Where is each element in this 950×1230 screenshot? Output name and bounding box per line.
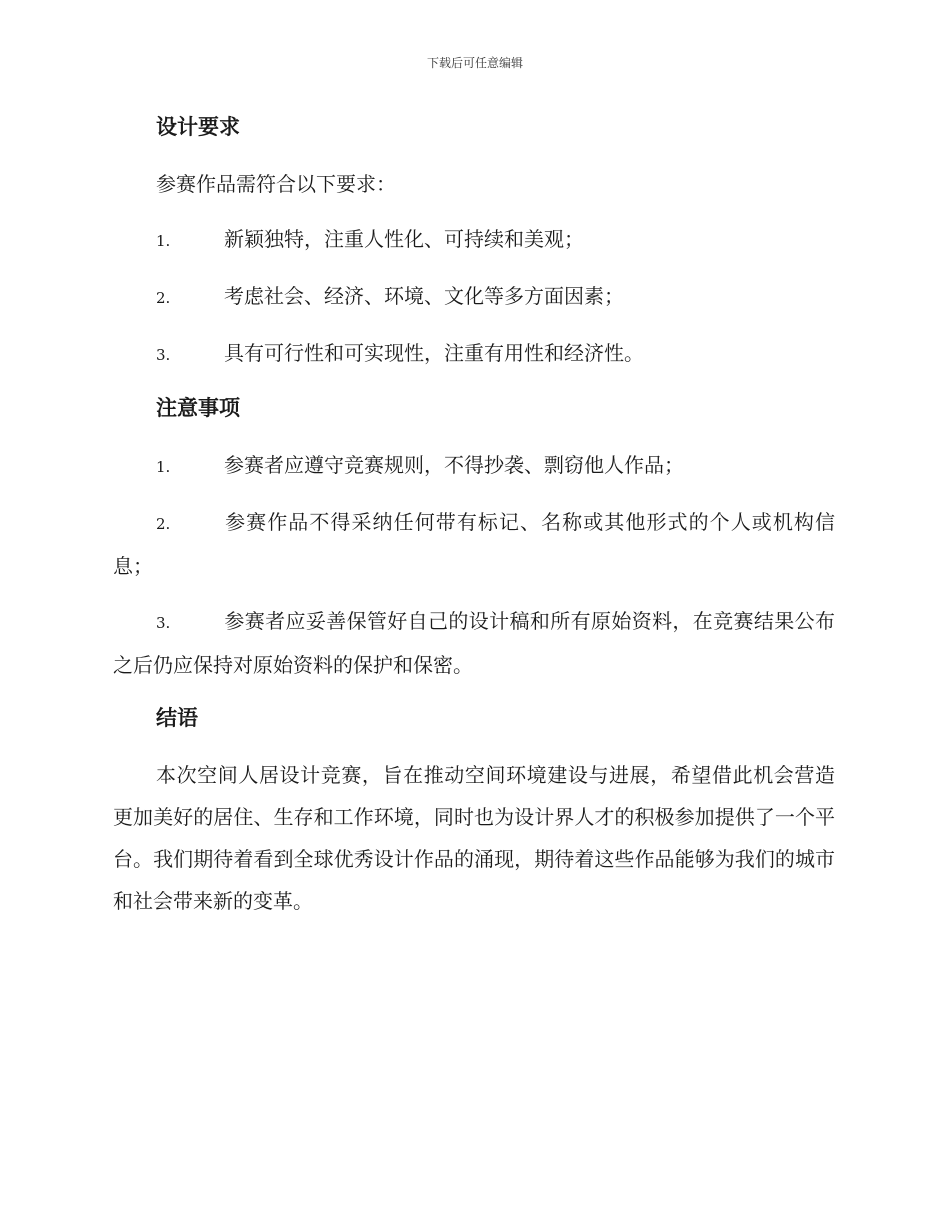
list-item-text: 参赛者应妥善保管好自己的设计稿和所有原始资料，在竞赛结果公布之后仍应保持对原始资料的保护和保密。 (113, 609, 835, 677)
list-item-text: 具有可行性和可实现性，注重有用性和经济性。 (224, 341, 644, 365)
notes-item-3 (113, 600, 835, 686)
section-heading-design: 设计要求 (156, 115, 240, 139)
list-number: 3. (156, 346, 171, 364)
notes-item-2 (113, 501, 835, 587)
list-number: 2. (156, 515, 171, 533)
header-note: 下载后可任意编辑 (426, 56, 523, 70)
list-number: 3. (156, 614, 171, 632)
list-number: 1. (156, 232, 171, 250)
section-heading-conclusion: 结语 (156, 706, 198, 730)
list-item-text: 参赛作品不得采纳任何带有标记、名称或其他形式的个人或机构信息； (113, 510, 835, 578)
design-intro: 参赛作品需符合以下要求： (156, 172, 396, 196)
conclusion-text: 本次空间人居设计竞赛，旨在推动空间环境建设与进展，希望借此机会营造更加美好的居住、生存和工作环境，同时也为设计界人才的积极参加提供了一个平台。我们期待着看到全球优秀设计作品的涌现，期待着这些作品能够为我们的城市和社会带来新的变革。 (113, 763, 835, 913)
document-body (113, 108, 835, 935)
list-number: 1. (156, 458, 171, 476)
list-item-text: 参赛者应遵守竞赛规则，不得抄袭、剽窃他人作品； (224, 453, 684, 477)
design-item-2 (113, 275, 835, 319)
notes-item-1 (113, 444, 835, 488)
list-number: 2. (156, 289, 171, 307)
list-item-text: 考虑社会、经济、环境、文化等多方面因素； (224, 284, 624, 308)
section-heading-notes: 注意事项 (156, 396, 240, 420)
design-item-1 (113, 218, 835, 262)
design-item-3 (113, 332, 835, 376)
list-item-text: 新颖独特，注重人性化、可持续和美观； (224, 227, 584, 251)
